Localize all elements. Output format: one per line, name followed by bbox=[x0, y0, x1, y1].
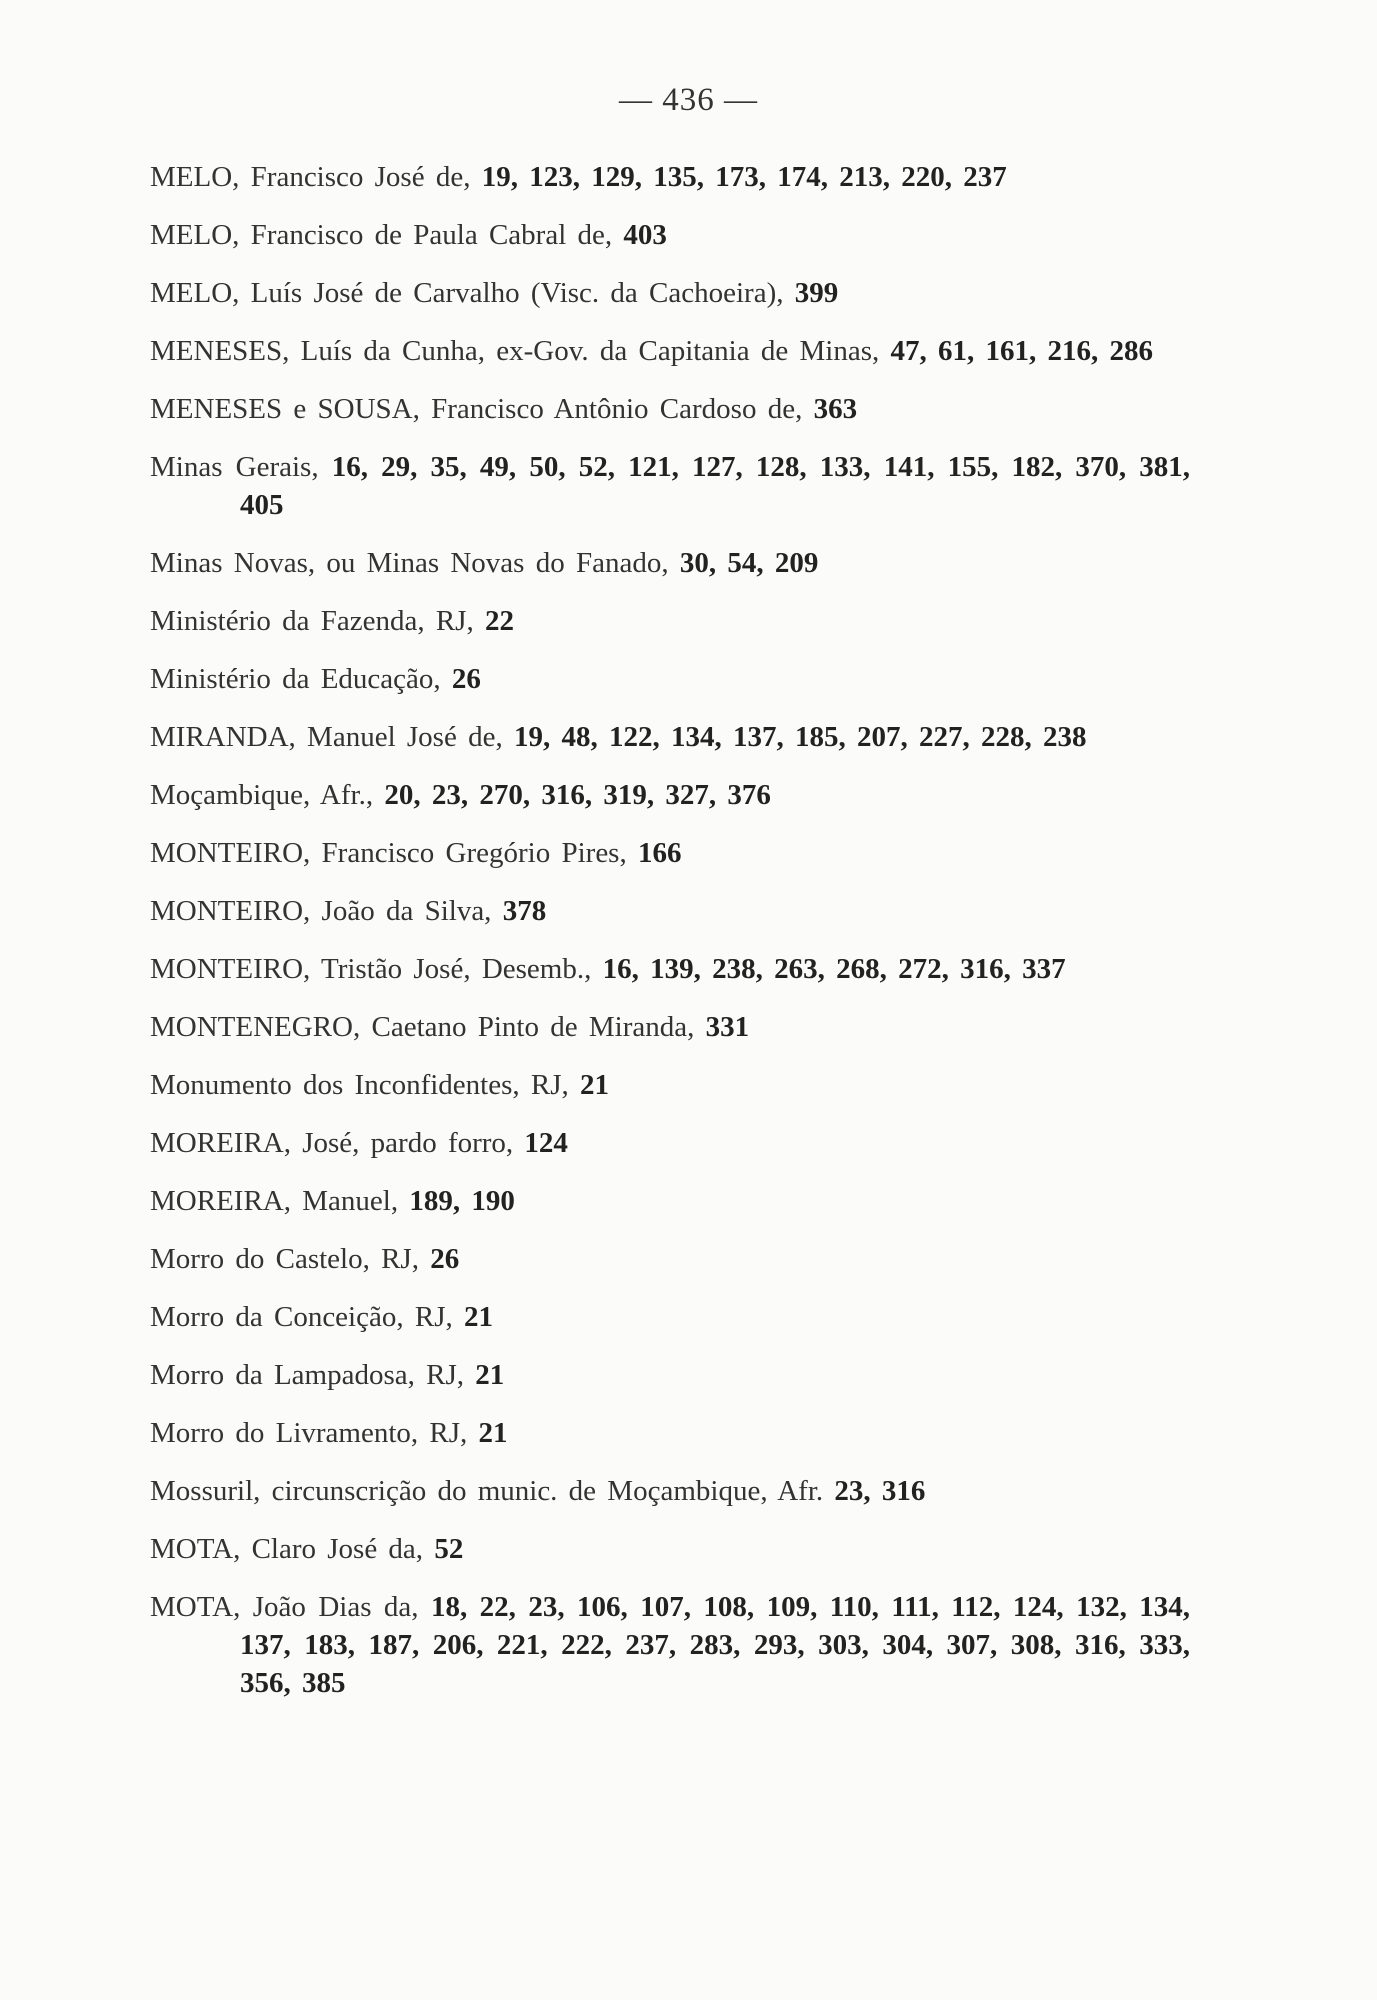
index-entry bbox=[150, 158, 1190, 196]
index-entry bbox=[150, 1240, 1190, 1278]
index-entry bbox=[150, 544, 1190, 582]
index-entry bbox=[150, 274, 1190, 312]
entry-heading: Morro do Castelo, RJ, bbox=[150, 1243, 419, 1275]
index-entry bbox=[150, 718, 1190, 756]
index-list bbox=[150, 158, 1190, 1722]
index-entry bbox=[150, 892, 1190, 930]
entry-page-refs: 52 bbox=[434, 1533, 464, 1565]
index-entry bbox=[150, 216, 1190, 254]
index-entry bbox=[150, 1124, 1190, 1162]
entry-heading: MONTEIRO, João da Silva, bbox=[150, 895, 492, 927]
index-entry bbox=[150, 950, 1190, 988]
entry-heading: Morro da Lampadosa, RJ, bbox=[150, 1359, 465, 1391]
entry-heading: MOREIRA, José, pardo forro, bbox=[150, 1127, 514, 1159]
entry-page-refs: 166 bbox=[637, 837, 682, 869]
index-entry bbox=[150, 1066, 1190, 1104]
entry-page-refs: 403 bbox=[623, 219, 667, 251]
index-entry bbox=[150, 332, 1190, 370]
entry-heading: Morro da Conceição, RJ, bbox=[150, 1301, 453, 1333]
index-entry bbox=[150, 390, 1190, 428]
entry-page-refs: 47, 61, 161, 216, 286 bbox=[890, 335, 1153, 367]
entry-heading: MONTEIRO, Tristão José, Desemb., bbox=[150, 953, 592, 985]
index-entry bbox=[150, 448, 1190, 524]
entry-heading: MONTEIRO, Francisco Gregório Pires, bbox=[150, 837, 627, 869]
index-entry bbox=[150, 1298, 1190, 1336]
entry-heading: Moçambique, Afr., bbox=[150, 779, 374, 811]
index-entry bbox=[150, 1588, 1190, 1702]
entry-heading: MELO, Luís José de Carvalho (Visc. da Cachoeira), bbox=[150, 277, 784, 309]
entry-page-refs: 124 bbox=[524, 1127, 568, 1159]
entry-heading: Minas Novas, ou Minas Novas do Fanado, bbox=[150, 547, 669, 579]
entry-heading: MELO, Francisco de Paula Cabral de, bbox=[150, 219, 613, 251]
entry-page-refs: 30, 54, 209 bbox=[679, 547, 819, 579]
index-entry bbox=[150, 1472, 1190, 1510]
entry-heading: MOTA, Claro José da, bbox=[150, 1533, 424, 1565]
entry-page-refs: 16, 29, 35, 49, 50, 52, 121, 127, 128, 133, 141, 155, 182, 370, 381, 405 bbox=[240, 451, 1191, 521]
entry-page-refs: 19, 48, 122, 134, 137, 185, 207, 227, 228, 238 bbox=[513, 721, 1087, 753]
entry-heading: Morro do Livramento, RJ, bbox=[150, 1417, 468, 1449]
index-entry bbox=[150, 834, 1190, 872]
index-entry bbox=[150, 660, 1190, 698]
entry-page-refs: 331 bbox=[705, 1011, 750, 1043]
entry-heading: MIRANDA, Manuel José de, bbox=[150, 721, 503, 753]
entry-page-refs: 16, 139, 238, 263, 268, 272, 316, 337 bbox=[602, 953, 1066, 985]
entry-page-refs: 20, 23, 270, 316, 319, 327, 376 bbox=[384, 779, 771, 811]
entry-page-refs: 23, 316 bbox=[834, 1475, 926, 1507]
entry-heading: Ministério da Educação, bbox=[150, 663, 441, 695]
entry-page-refs: 26 bbox=[451, 663, 481, 695]
entry-page-refs: 26 bbox=[430, 1243, 460, 1275]
entry-heading: MENESES, Luís da Cunha, ex-Gov. da Capitania de Minas, bbox=[150, 335, 880, 367]
entry-page-refs: 22 bbox=[484, 605, 514, 637]
entry-page-refs: 21 bbox=[464, 1301, 493, 1333]
entry-page-refs: 19, 123, 129, 135, 173, 174, 213, 220, 237 bbox=[481, 161, 1007, 193]
index-entry bbox=[150, 1414, 1190, 1452]
entry-page-refs: 189, 190 bbox=[409, 1185, 515, 1217]
entry-heading: MONTENEGRO, Caetano Pinto de Miranda, bbox=[150, 1011, 695, 1043]
index-entry bbox=[150, 1356, 1190, 1394]
entry-page-refs: 21 bbox=[478, 1417, 508, 1449]
entry-heading: MOTA, João Dias da, bbox=[150, 1591, 419, 1623]
entry-heading: MOREIRA, Manuel, bbox=[150, 1185, 399, 1217]
entry-heading: Minas Gerais, bbox=[150, 451, 319, 483]
entry-heading: Ministério da Fazenda, RJ, bbox=[150, 605, 474, 637]
entry-heading: MELO, Francisco José de, bbox=[150, 161, 471, 193]
entry-page-refs: 378 bbox=[502, 895, 547, 927]
entry-heading: Mossuril, circunscrição do munic. de Moçambique, Afr. bbox=[150, 1475, 824, 1507]
entry-heading: MENESES e SOUSA, Francisco Antônio Cardoso de, bbox=[150, 393, 803, 425]
index-entry bbox=[150, 1008, 1190, 1046]
page-number: — 436 — bbox=[619, 82, 758, 118]
entry-heading: Monumento dos Inconfidentes, RJ, bbox=[150, 1069, 569, 1101]
entry-page-refs: 18, 22, 23, 106, 107, 108, 109, 110, 111, 112, 124, 132, 134, 137, 183, 187, 206, 221, 222, 237, 283, 293, 303, 304, 307, 308, 316, 333, 356, 385 bbox=[240, 1591, 1191, 1699]
index-entry bbox=[150, 1182, 1190, 1220]
entry-page-refs: 363 bbox=[813, 393, 858, 425]
entry-page-refs: 21 bbox=[475, 1359, 505, 1391]
entry-page-refs: 21 bbox=[580, 1069, 610, 1101]
index-entry bbox=[150, 776, 1190, 814]
entry-page-refs: 399 bbox=[794, 277, 839, 309]
index-entry bbox=[150, 1530, 1190, 1568]
index-entry bbox=[150, 602, 1190, 640]
